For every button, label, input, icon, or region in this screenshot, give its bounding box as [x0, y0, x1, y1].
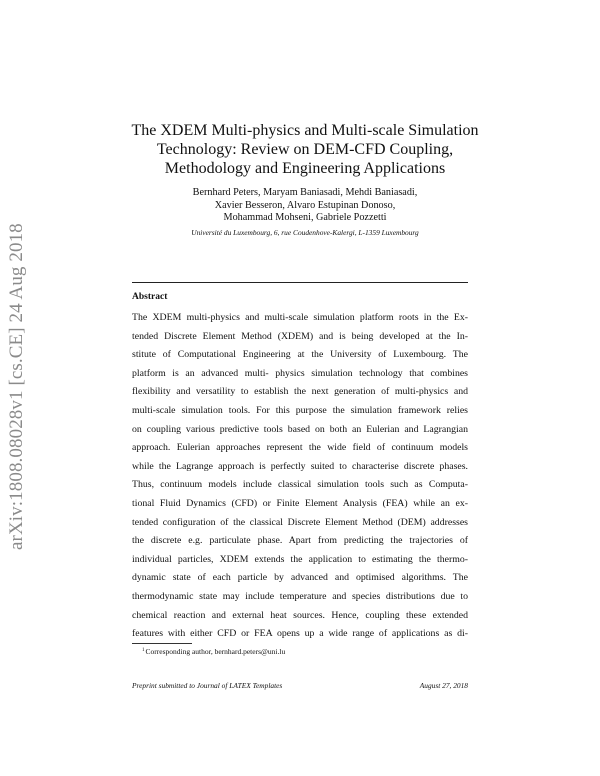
footnote [142, 646, 285, 657]
abstract-line: tional Fluid Dynamics (CFD) or Finite Element Analysis (FEA) while an ex- [132, 497, 468, 509]
abstract-divider [132, 282, 468, 283]
title-line: Methodology and Engineering Applications [164, 160, 446, 177]
author-line: Bernhard Peters, Maryam Baniasadi, Mehdi Baniasadi, [192, 187, 418, 198]
abstract-line: on coupling various predictive tools based on both an Eulerian and Lagrangian [132, 423, 468, 435]
abstract-line: the discrete e.g. particulate phase. Apart from predicting the trajectories of [132, 535, 468, 547]
abstract-line: individual particles, XDEM extends the application to estimating the thermo- [132, 553, 468, 565]
author-line: Xavier Besseron, Alvaro Estupinan Donoso, [214, 199, 396, 211]
author-line: Mohammad Mohseni, Gabriele Pozzetti [223, 212, 387, 223]
abstract-line: stitute of Computational Engineering at the University of Luxembourg. The [132, 349, 468, 361]
abstract-line: Thus, continuum models include classical simulation tools such as Computa- [132, 479, 468, 491]
paper-title [120, 121, 490, 178]
abstract-heading: Abstract [132, 292, 168, 302]
abstract-line: flexibility and versatility to establish the next generation of multi-physics and [132, 386, 468, 398]
abstract-line: while the Lagrange approach is perfectly suited to characterise discrete phases. [132, 460, 468, 472]
abstract-body [132, 309, 468, 644]
abstract-line: multi-scale simulation tools. For this purpose the simulation framework relies [132, 404, 468, 416]
title-line: The XDEM Multi-physics and Multi-scale Simulation [131, 122, 479, 139]
footer-date: August 27, 2018 [419, 681, 468, 690]
author-list [160, 187, 450, 225]
footnote-rule [132, 643, 192, 644]
abstract-line: tended configuration of the classical Discrete Element Method (DEM) addresses [132, 516, 468, 528]
abstract-line: The XDEM multi-physics and multi-scale simulation platform roots in the Ex- [132, 312, 468, 323]
abstract-line: thermodynamic state may include temperature and species distributions due to [132, 590, 468, 602]
abstract-line: tended Discrete Element Method (XDEM) and is being developed at the In- [132, 330, 468, 342]
footnote-text: Corresponding author, bernhard.peters@uni.lu [145, 647, 286, 656]
affiliation: Université du Luxembourg, 6, rue Coudenhove-Kalergi, L-1359 Luxembourg [191, 228, 419, 237]
preprint-notice: Preprint submitted to Journal of LATEX Templates [132, 681, 283, 690]
arxiv-identifier: arXiv:1808.08028v1 [cs.CE] 24 Aug 2018 [6, 223, 27, 550]
footnote-mark: 1 [142, 648, 145, 653]
abstract-line: chemical reaction and external heat sources. Hence, coupling these extended [132, 609, 468, 621]
abstract-line: platform is an advanced multi- physics simulation technology that combines [132, 367, 468, 379]
abstract-line: dynamic state of each particle by advanced and optimised algorithms. The [132, 572, 468, 584]
abstract-line: approach. Eulerian approaches represent the wide field of continuum models [132, 442, 468, 454]
title-line: Technology: Review on DEM-CFD Coupling, [156, 141, 454, 158]
abstract-line: features with either CFD or FEA opens up a wide range of applications as di- [132, 628, 468, 640]
